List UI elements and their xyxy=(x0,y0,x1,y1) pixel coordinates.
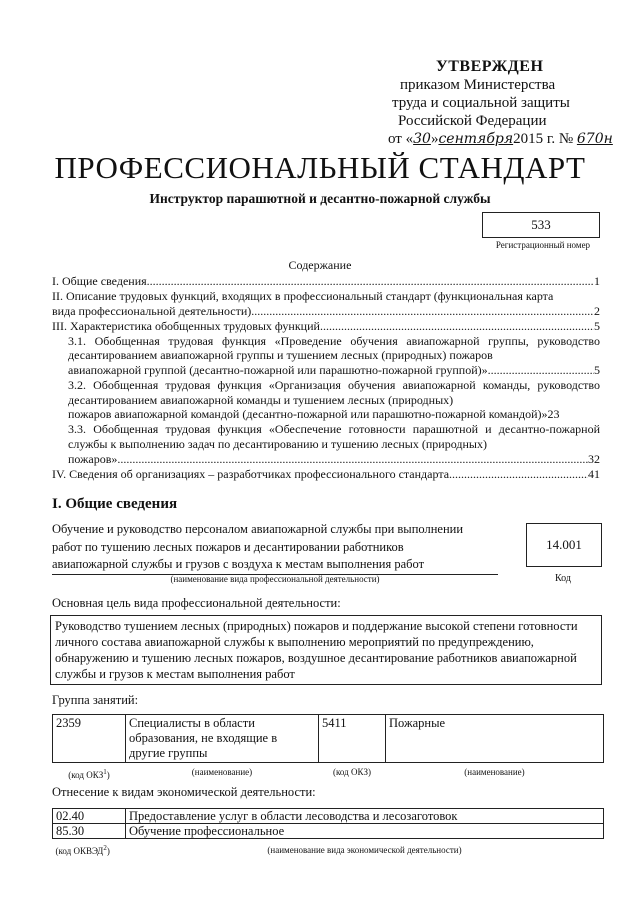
activity-line: работ по тушению лесных пожаров и десантировании работников xyxy=(52,539,404,554)
toc-entry[interactable] xyxy=(52,289,600,318)
toc-entry-page: 5 xyxy=(594,363,600,378)
document-subtitle: Инструктор парашютной и десантно-пожарной службы xyxy=(149,191,491,206)
toc-entry-page: 32 xyxy=(588,451,600,466)
caption-row xyxy=(53,839,604,859)
group-code: 5411 xyxy=(319,715,386,763)
goal-line: личного состава авиапожарной службы к выполнению мероприятий по предупреждению, xyxy=(55,635,534,649)
approval-date-line xyxy=(388,130,613,148)
table-of-contents xyxy=(52,274,600,482)
date-prefix: от « xyxy=(388,131,414,147)
toc-entry-page: 2 xyxy=(594,303,600,318)
group-code: 2359 xyxy=(53,715,126,763)
approval-line: Российской Федерации xyxy=(398,113,547,129)
toc-entry[interactable] xyxy=(52,422,600,466)
activity-caption: (наименование вида профессиональной деятельности) xyxy=(170,574,380,584)
toc-entry-text: авиапожарной группой (десантно-пожарной или парашютно-пожарной группой)» xyxy=(68,363,488,378)
activity-line: Обучение и руководство персоналом авиапожарной службы при выполнении xyxy=(52,522,464,536)
goal-label: Основная цель вида профессиональной деятельности: xyxy=(52,596,341,610)
group-label: Группа занятий: xyxy=(52,693,139,707)
activity-code: 14.001 xyxy=(526,523,602,567)
econ-name-caption: (наименование вида экономической деятельности) xyxy=(267,844,462,855)
code-caption: Код xyxy=(555,573,571,584)
toc-entry[interactable] xyxy=(52,319,600,334)
date-mid: » xyxy=(430,131,439,147)
toc-entry-text: IV. Сведения об организациях – разработчиках профессионального стандарта xyxy=(52,466,450,481)
approval-heading: УТВЕРЖДЕН xyxy=(436,58,544,75)
date-month: сентября xyxy=(438,131,514,147)
registration-number: 533 xyxy=(482,212,600,238)
econ-label: Отнесение к видам экономической деятельности: xyxy=(52,785,316,799)
econ-name: Предоставление услуг в области лесоводства и лесозаготовок xyxy=(126,809,604,824)
group-name: Специалисты в области образования, не входящие в другие группы xyxy=(126,715,319,763)
approval-line: приказом Министерства xyxy=(400,77,556,93)
toc-entry-text: 3.1. Обобщенная трудовая функция «Проведение обучения авиапожарной группы, руководство десантированием авиапожарной группы и тушением лесных (природных) пожаров xyxy=(68,333,600,363)
toc-entry-text: 3.3. Обобщенная трудовая функция «Обеспечение готовности парашютной и десантно-пожарной службы к выполнению задач по десантированию и тушению лесных (природных) xyxy=(68,422,600,452)
date-day: 30 xyxy=(413,131,431,147)
approval-block xyxy=(388,58,613,148)
section-title: I. Общие сведения xyxy=(52,496,178,512)
group-name: Пожарные xyxy=(386,715,604,763)
goal-line: Руководство тушением лесных (природных) пожаров и поддержание высокой степени готовности xyxy=(55,619,578,633)
toc-entry[interactable] xyxy=(52,334,600,378)
order-number: 670н xyxy=(576,131,613,147)
toc-entry[interactable] xyxy=(52,274,600,289)
toc-entry[interactable] xyxy=(52,378,600,422)
group-code-caption: (код ОКЗ$^1$) xyxy=(68,768,110,780)
econ-code: 85.30 xyxy=(53,824,126,839)
table-row xyxy=(53,824,604,839)
econ-code: 02.40 xyxy=(53,809,126,824)
toc-entry-page: 41 xyxy=(588,466,600,481)
toc-entry-text: II. Описание трудовых функций, входящих в профессиональный стандарт (функциональная карта xyxy=(52,289,554,304)
toc-entry-page: 5 xyxy=(594,318,600,333)
document-title: ПРОФЕССИОНАЛЬНЫЙ СТАНДАРТ xyxy=(54,150,586,185)
caption-row xyxy=(53,763,604,785)
toc-entry-text: вида профессиональной деятельности) xyxy=(52,303,252,318)
table-row xyxy=(53,809,604,824)
goal-line: обнаружению и тушению лесных пожаров, воздушное десантирование работников авиапожарной xyxy=(55,651,577,665)
group-name-caption: (наименование) xyxy=(191,767,253,777)
toc-heading: Содержание xyxy=(288,258,352,272)
toc-entry-text: III. Характеристика обобщенных трудовых функций xyxy=(52,318,320,333)
toc-entry-page: 1 xyxy=(594,274,600,288)
group-code-caption: (код ОКЗ) xyxy=(333,767,371,777)
toc-entry-text: пожаров» xyxy=(68,451,118,466)
toc-entry-page: 23 xyxy=(547,407,560,422)
econ-name: Обучение профессиональное xyxy=(126,824,604,839)
econ-code-caption: (код ОКВЭД$^2$) xyxy=(55,844,110,856)
occupation-group-table xyxy=(52,714,604,784)
activity-name xyxy=(52,521,498,575)
group-name-caption: (наименование) xyxy=(464,767,525,777)
toc-entry[interactable] xyxy=(52,467,600,482)
activity-line: авиапожарной службы и грузов с воздуха к местам выполнения работ xyxy=(52,557,425,571)
goal-line: службы и грузов к местам выполнения работ xyxy=(55,667,295,681)
goal-box xyxy=(50,615,602,685)
table-row xyxy=(53,715,604,763)
toc-entry-text: пожаров авиапожарной командой (десантно-пожарной или парашютно-пожарной командой)» xyxy=(68,407,548,422)
economic-activity-table xyxy=(52,808,604,858)
registration-label: Регистрационный номер xyxy=(495,240,591,250)
date-year: 2015 г. № xyxy=(513,131,574,147)
toc-entry-text: I. Общие сведения xyxy=(52,274,147,288)
toc-entry-text: 3.2. Обобщенная трудовая функция «Организация обучения авиапожарной команды, руководство десантированием авиапожарной команды и тушением лесных (природных) xyxy=(68,378,600,407)
approval-line: труда и социальной защиты xyxy=(392,95,570,111)
